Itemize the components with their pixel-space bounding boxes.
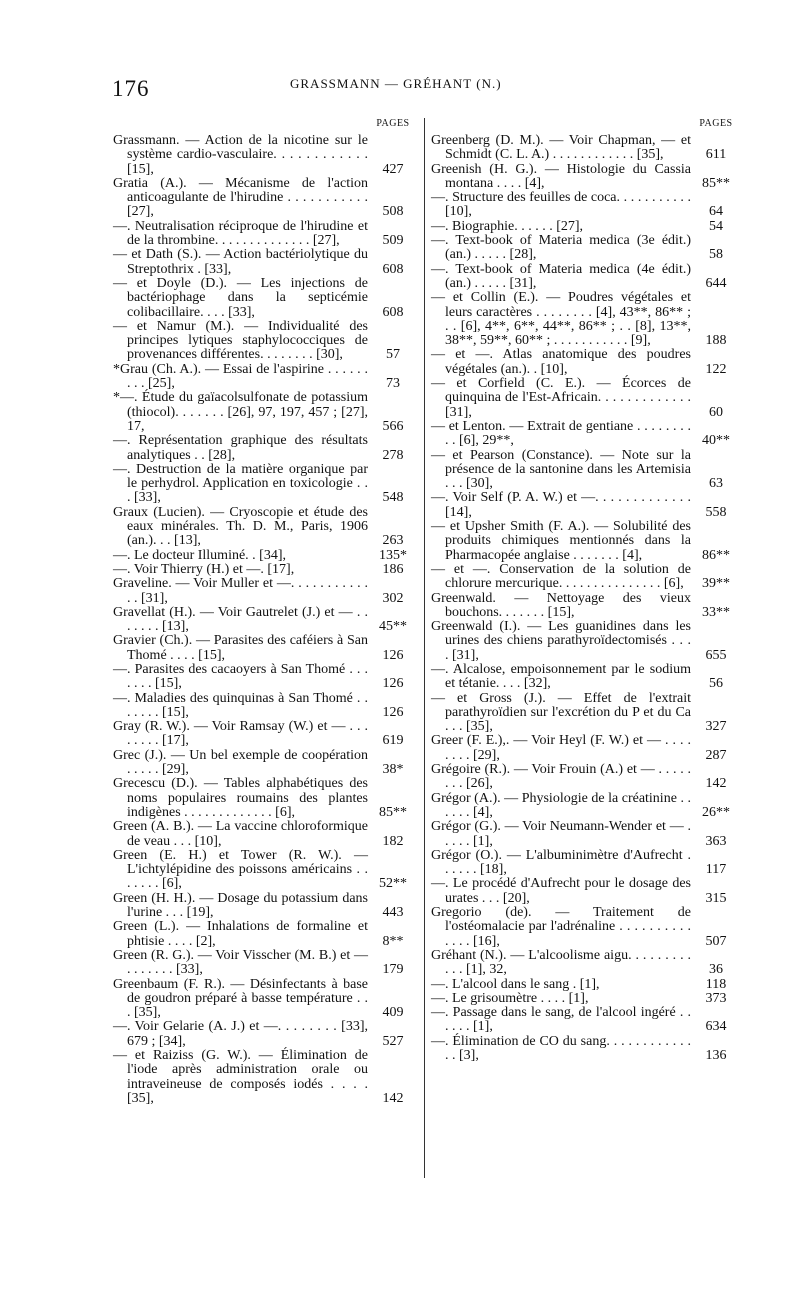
index-entry-text: —. Voir Thierry (H.) et —. [17],	[113, 561, 295, 577]
index-entry-page: 608	[382, 261, 404, 277]
index-entry	[431, 291, 741, 348]
index-entry-text: — et Upsher Smith (F. A.). — Solubilité des produits chimiques mentionnés dans la Pharmacopée anglaise . . . . . . . [4],	[431, 519, 691, 563]
index-entry	[113, 978, 418, 1021]
index-entry-page: 136	[705, 1048, 727, 1063]
index-entry-page: 39**	[702, 576, 730, 592]
index-entry-text: Gréhant (N.). — L'alcoolisme aigu. . . . . . . . . . . . [1], 32,	[431, 947, 691, 978]
index-entry	[431, 134, 741, 163]
index-entry	[113, 391, 418, 434]
index-entry	[431, 420, 741, 449]
index-entry	[431, 1006, 741, 1035]
index-entry	[431, 220, 741, 234]
index-entry-page: 278	[382, 447, 404, 463]
index-entry-text: —. Le procédé d'Aufrecht pour le dosage des urates . . . [20],	[431, 876, 691, 906]
index-entry-page: 287	[705, 747, 727, 763]
index-entry	[113, 248, 418, 277]
index-entry-text: —. Élimination de CO du sang. . . . . . . . . . . . . . [3],	[431, 1033, 691, 1063]
index-entry-text: Grégor (A.). — Physiologie de la créatinine . . . . . . [4],	[431, 790, 691, 820]
index-entry-text: — et Gross (J.). — Effet de l'extrait parathyroïdien sur l'excrétion du P et du Ca . . . [35],	[431, 690, 691, 735]
index-entry	[113, 277, 418, 320]
index-entry	[113, 320, 418, 363]
index-entry-text: Grecescu (D.). — Tables alphabétiques des noms populaires roumains des plantes indigènes . . . . . . . . . . . . . [6],	[113, 776, 368, 820]
index-entry	[113, 920, 418, 949]
index-entry	[113, 777, 418, 820]
index-entry-text: —. Biographie. . . . . . [27],	[431, 218, 584, 234]
index-entry-page: 52**	[379, 876, 407, 892]
index-entry-page: 611	[705, 147, 727, 163]
index-entry-page: 40**	[702, 433, 730, 449]
index-entry	[431, 234, 741, 263]
index-entry	[431, 191, 741, 220]
index-entry	[113, 634, 418, 663]
index-entry	[431, 978, 741, 992]
index-entry-page: 566	[382, 418, 404, 434]
index-entry-text: Green (E. H.) et Tower (R. W.). — L'ichtylépidine des poissons américains . . . . . . . [6],	[113, 847, 368, 892]
index-entry	[113, 434, 418, 463]
index-entry-page: 33**	[702, 604, 730, 620]
index-entry-page: 188	[705, 333, 727, 349]
index-entry-text: — et Doyle (D.). — Les injections de bactériophage dans la septicémie colibacillaire. . . . [33],	[113, 275, 368, 320]
index-entry-text: Greenbaum (F. R.). — Désinfectants à base de goudron préparé à basse température . . . [35],	[113, 976, 368, 1021]
index-entry-text: — et Corfield (C. E.). — Écorces de quinquina de l'Est-Africain. . . . . . . . . . . . . [31],	[431, 376, 691, 420]
index-entry-page: 373	[705, 990, 727, 1006]
index-entry-text: —. Maladies des quinquinas à San Thomé . . . . . . . [15],	[113, 690, 368, 720]
pages-label: PAGES	[699, 118, 733, 129]
index-entry	[431, 663, 741, 692]
index-entry-text: Grégor (O.). — L'albuminimètre d'Aufrecht . . . . . . [18],	[431, 847, 691, 878]
index-entry-page: 54	[709, 218, 723, 234]
index-entry-text: — et —. Conservation de la solution de chlorure mercurique. . . . . . . . . . . . . . . [6],	[431, 561, 691, 592]
index-entry-page: 38*	[382, 762, 404, 778]
index-entry-text: Graveline. — Voir Muller et —. . . . . . . . . . . . . [31],	[113, 576, 368, 606]
index-entry-text: Gray (R. W.). — Voir Ramsay (W.) et — . . . . . . . . [17],	[113, 719, 368, 749]
index-entry-page: 302	[382, 590, 404, 606]
index-entry-text: Green (H. H.). — Dosage du potassium dans l'urine . . . [19],	[113, 890, 368, 921]
pages-header	[113, 118, 418, 134]
index-entry-page: 608	[382, 304, 404, 320]
index-entry	[113, 892, 418, 921]
index-entry	[431, 620, 741, 663]
index-entry-text: Grégor (G.). — Voir Neumann-Wender et — . . . . . [1],	[431, 819, 691, 849]
index-entry-page: 118	[705, 976, 727, 992]
index-entry-text: Grassmann. — Action de la nicotine sur le système cardio-vasculaire. . . . . . . . . . . . [15],	[113, 133, 368, 177]
index-entry	[431, 877, 741, 906]
index-entry-page: 26**	[702, 804, 730, 820]
index-entry-text: — et —. Atlas anatomique des poudres végétales (an.). . [10],	[431, 347, 691, 377]
index-entry-text: Gregorio (de). — Traitement de l'ostéomalacie par l'adrénaline . . . . . . . . . . . . . . [16],	[431, 905, 691, 949]
index-entry-text: Greenwald. — Nettoyage des vieux bouchons. . . . . . . [15],	[431, 590, 691, 620]
index-entry	[113, 606, 418, 635]
index-entry	[431, 592, 741, 621]
index-entry	[431, 734, 741, 763]
index-entry-page: 85**	[702, 175, 730, 191]
index-entry-page: 508	[382, 204, 404, 220]
index-entry	[431, 792, 741, 821]
index-entry-text: Green (L.). — Inhalations de formaline et phtisie . . . . [2],	[113, 919, 368, 949]
index-entry	[431, 992, 741, 1006]
index-entry-page: 427	[382, 161, 404, 177]
index-entry-page: 142	[382, 1090, 404, 1106]
index-entry	[431, 263, 741, 292]
index-entry-text: —. Passage dans le sang, de l'alcool ingéré . . . . . . [1],	[431, 1005, 691, 1035]
page-number: 176	[112, 76, 150, 101]
index-entry-page: 327	[705, 719, 727, 735]
index-entry-page: 56	[709, 676, 723, 692]
index-entry-text: Grégoire (R.). — Voir Frouin (A.) et — . . . . . . . . [26],	[431, 762, 691, 792]
index-entry-page: 8**	[382, 933, 404, 949]
index-entry-page: 142	[705, 776, 727, 792]
index-entry	[113, 363, 418, 392]
index-entry-text: —. Voir Gelarie (A. J.) et —. . . . . . . . [33], 679 ; [34],	[113, 1019, 368, 1049]
index-entry	[431, 906, 741, 949]
index-entry-text: Greenwald (I.). — Les guanidines dans les urines des chiens parathyroïdectomisés . . . . [31],	[431, 619, 691, 663]
index-entry-text: Greer (F. E.),. — Voir Heyl (F. W.) et — . . . . . . . . [29],	[431, 733, 691, 763]
index-entry	[431, 491, 741, 520]
index-entry	[113, 1020, 418, 1049]
index-entry	[113, 463, 418, 506]
index-column-left	[113, 118, 418, 1106]
index-entry	[113, 692, 418, 721]
index-entry-page: 179	[382, 962, 404, 978]
index-entry-page: 548	[382, 490, 404, 506]
index-entry-text: —. L'alcool dans le sang . [1],	[431, 976, 600, 992]
index-entry-text: —. Le grisoumètre . . . . [1],	[431, 990, 589, 1006]
pages-header	[431, 118, 741, 134]
index-entry	[113, 577, 418, 606]
index-entry	[113, 549, 418, 563]
index-entry-text: Green (A. B.). — La vaccine chloroformique de veau . . . [10],	[113, 819, 368, 849]
index-entry-page: 619	[382, 733, 404, 749]
index-entry	[431, 849, 741, 878]
index-entry-text: —. Alcalose, empoisonnement par le sodium et tétanie. . . . [32],	[431, 661, 691, 692]
index-entry-text: — et Dath (S.). — Action bactériolytique du Streptothrix . [33],	[113, 247, 368, 277]
index-entry	[431, 563, 741, 592]
index-entry-text: Gravier (Ch.). — Parasites des caféiers à San Thomé . . . . [15],	[113, 633, 368, 663]
index-entry-page: 443	[382, 905, 404, 921]
index-entry-page: 634	[705, 1019, 727, 1035]
index-entry-page: 135*	[379, 547, 407, 563]
index-entry-text: Gravellat (H.). — Voir Gautrelet (J.) et — . . . . . . . [13],	[113, 604, 368, 635]
index-entry	[113, 177, 418, 220]
index-entry-text: —. Parasites des cacaoyers à San Thomé . . . . . . . [15],	[113, 661, 368, 692]
index-entry-page: 117	[705, 862, 727, 878]
index-entry-text: —. Voir Self (P. A. W.) et —. . . . . . . . . . . . . [14],	[431, 490, 691, 520]
running-head: GRASSMANN — GRÉHANT (N.)	[290, 76, 502, 91]
index-entry-text: Green (R. G.). — Voir Visscher (M. B.) et — . . . . . . . [33],	[113, 947, 368, 978]
index-entry-page: 527	[382, 1033, 404, 1049]
index-entry	[431, 520, 741, 563]
index-entry-page: 126	[382, 676, 404, 692]
index-entry	[113, 134, 418, 177]
index-entry-page: 64	[709, 204, 723, 220]
index-entry-text: *—. Étude du gaïacolsulfonate de potassium (thiocol). . . . . . . [26], 97, 197, 457 ; [27], 17,	[113, 390, 368, 434]
index-entry	[113, 1049, 418, 1106]
column-divider	[424, 118, 425, 1178]
index-entry	[431, 1035, 741, 1064]
index-entry-page: 60	[709, 404, 723, 420]
index-entry	[113, 949, 418, 978]
index-entry	[113, 720, 418, 749]
index-entry-page: 509	[382, 233, 404, 249]
index-entry-page: 58	[709, 247, 723, 263]
pages-label: PAGES	[376, 118, 410, 129]
index-entry-text: Greenberg (D. M.). — Voir Chapman, — et Schmidt (C. L. A.) . . . . . . . . . . . . [35],	[431, 133, 691, 163]
index-entry-page: 644	[705, 275, 727, 291]
index-entry	[113, 563, 418, 577]
index-entry	[431, 763, 741, 792]
index-entry-page: 263	[382, 533, 404, 549]
index-entry-text: —. Text-book of Materia medica (3e édit.) (an.) . . . . . [28],	[431, 233, 691, 263]
index-entry-page: 409	[382, 1005, 404, 1021]
index-entry-page: 85**	[379, 804, 407, 820]
index-entry-text: Greenish (H. G.). — Histologie du Cassia montana . . . . [4],	[431, 161, 691, 191]
index-entry-text: Graux (Lucien). — Cryoscopie et étude des eaux minérales. Th. D. M., Paris, 1906 (an.). . . [13],	[113, 504, 368, 549]
index-entry-text: —. Le docteur Illuminé. . [34],	[113, 547, 287, 563]
index-entry	[113, 820, 418, 849]
index-entry	[113, 749, 418, 778]
index-entry-page: 186	[382, 561, 404, 577]
index-entry	[431, 449, 741, 492]
index-entry-text: — et Pearson (Constance). — Note sur la présence de la santonine dans les Artemisia . . . [30],	[431, 447, 691, 492]
index-entry	[113, 663, 418, 692]
index-entry-page: 63	[709, 476, 723, 492]
index-entry	[431, 163, 741, 192]
index-entry-page: 36	[709, 962, 723, 978]
index-entry	[113, 849, 418, 892]
index-entry	[113, 506, 418, 549]
index-entry-page: 122	[705, 361, 727, 377]
index-entry	[431, 692, 741, 735]
index-entry	[431, 820, 741, 849]
index-entry-text: — et Raiziss (G. W.). — Élimination de l'iode après administration orale ou intraveineuse de composés iodés . . . . [35],	[113, 1048, 368, 1106]
index-entry-page: 182	[382, 833, 404, 849]
index-entry-text: — et Namur (M.). — Individualité des principes lytiques staphylococciques de provenances différentes. . . . . . . . [30],	[113, 318, 368, 363]
index-entry-text: Gratia (A.). — Mécanisme de l'action anticoagulante de l'hirudine . . . . . . . . . . . [27],	[113, 175, 368, 220]
index-entry-text: — et Collin (E.). — Poudres végétales et leurs caractères . . . . . . . . [4], 43**, 86** ; . . [6], 4**, 6**, 44**, 86** ; . . [8], 13**, 38**, 59**, 60** ; . . . . . . . . . . . [9],	[431, 290, 691, 349]
index-entry-page: 507	[705, 933, 727, 949]
index-entry-text: —. Neutralisation réciproque de l'hirudine et de la thrombine. . . . . . . . . . . . . . [27],	[113, 218, 368, 249]
index-entry	[431, 348, 741, 377]
index-entry-page: 558	[705, 504, 727, 520]
index-entry-text: Grec (J.). — Un bel exemple de coopération . . . . . [29],	[113, 747, 368, 778]
index-entry-text: —. Structure des feuilles de coca. . . . . . . . . . . [10],	[431, 190, 691, 220]
index-entry-text: — et Lenton. — Extrait de gentiane . . . . . . . . . . [6], 29**,	[431, 418, 691, 449]
index-entry-page: 86**	[702, 547, 730, 563]
index-entry-page: 315	[705, 890, 727, 906]
index-entry-page: 45**	[379, 619, 407, 635]
index-entry	[431, 377, 741, 420]
index-entry	[431, 949, 741, 978]
index-entry-page: 655	[705, 647, 727, 663]
index-entry-text: —. Représentation graphique des résultats analytiques . . [28],	[113, 433, 368, 463]
index-entry-page: 57	[386, 347, 400, 363]
index-entry-page: 73	[386, 376, 400, 392]
index-column-right	[431, 118, 741, 1063]
index-entry-page: 126	[382, 647, 404, 663]
index-entry-text: *Grau (Ch. A.). — Essai de l'aspirine . . . . . . . . . [25],	[113, 361, 368, 392]
index-entry-page: 363	[705, 833, 727, 849]
index-entry-text: —. Destruction de la matière organique par le perhydrol. Application en toxicologie . . . [33],	[113, 461, 368, 506]
index-entry	[113, 220, 418, 249]
index-entry-page: 126	[382, 704, 404, 720]
index-entry-text: —. Text-book of Materia medica (4e édit.) (an.) . . . . . [31],	[431, 261, 691, 291]
